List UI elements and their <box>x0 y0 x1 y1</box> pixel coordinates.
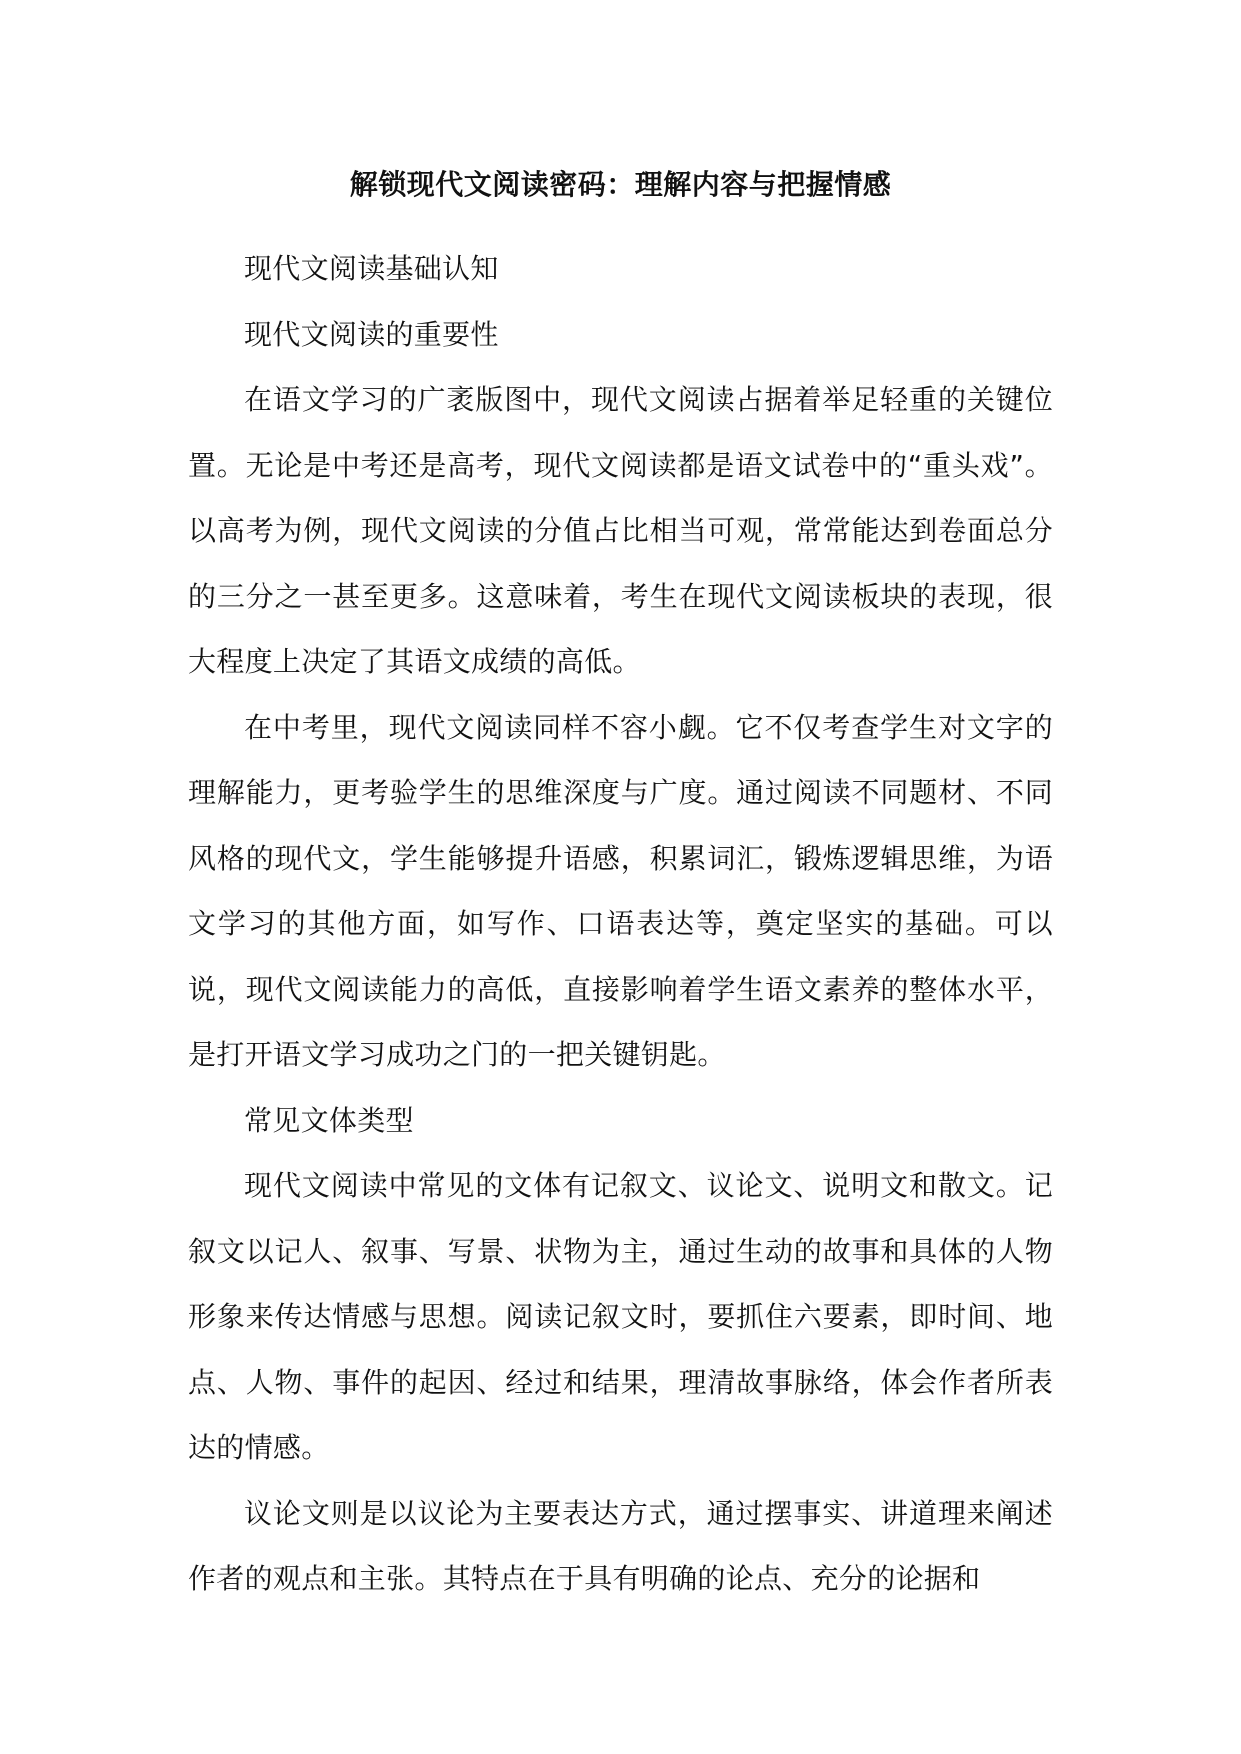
subsection-heading-genres: 常见文体类型 <box>244 1103 414 1137</box>
paragraph: 在中考里，现代文阅读同样不容小觑。它不仅考查学生对文字的理解能力，更考验学生的思维深度与广度。通过阅读不同题材、不同风格的现代文，学生能够提升语感，积累词汇，锻炼逻辑思维，为语文学习的其他方面，如写作、口语表达等，奠定坚实的基础。可以说，现代文阅读能力的高低，直接影响着学生语文素养的整体水平，是打开语文学习成功之门的一把关键钥匙。 <box>188 710 1053 1071</box>
document-body <box>188 236 1053 1612</box>
paragraph: 现代文阅读中常见的文体有记叙文、议论文、说明文和散文。记叙文以记人、叙事、写景、状物为主，通过生动的故事和具体的人物形象来传达情感与思想。阅读记叙文时，要抓住六要素，即时间、地点、人物、事件的起因、经过和结果，理清故事脉络，体会作者所表达的情感。 <box>188 1169 1053 1464</box>
document-title: 解锁现代文阅读密码：理解内容与把握情感 <box>349 168 892 201</box>
subsection-heading-importance: 现代文阅读的重要性 <box>244 317 499 351</box>
paragraph: 在语文学习的广袤版图中，现代文阅读占据着举足轻重的关键位置。无论是中考还是高考，现代文阅读都是语文试卷中的“重头戏”。以高考为例，现代文阅读的分值占比相当可观，常常能达到卷面总分的三分之一甚至更多。这意味着，考生在现代文阅读板块的表现，很大程度上决定了其语文成绩的高低。 <box>188 383 1053 678</box>
paragraph: 议论文则是以议论为主要表达方式，通过摆事实、讲道理来阐述作者的观点和主张。其特点在于具有明确的论点、充分的论据和 <box>188 1496 1053 1595</box>
section-heading-basics: 现代文阅读基础认知 <box>244 252 499 285</box>
